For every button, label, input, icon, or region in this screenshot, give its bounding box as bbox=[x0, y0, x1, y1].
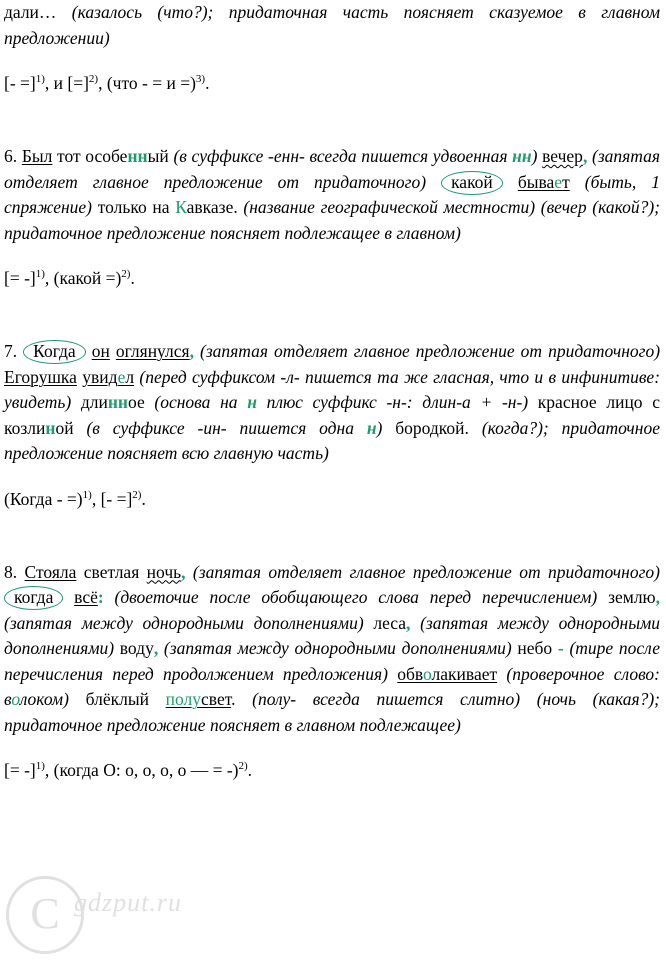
spacer bbox=[4, 293, 660, 339]
explanation-note: (основа на н плюс суффикс -н-: длин-а + -н-) bbox=[154, 392, 529, 412]
subject-underline: Егорушка bbox=[4, 366, 77, 387]
spacer bbox=[4, 248, 660, 266]
explanation-note: (запятая отделяет главное предложение от придаточного) bbox=[200, 341, 661, 361]
explanation-note: (в суффиксе -ин- пишется одна н) bbox=[86, 417, 383, 438]
paragraph-text: 6. Был тот особенный (в суффиксе -енн- всегда пишется удвоенная нн) вечер, (запятая отделяет главное предложение от придаточного) какой бывает (быть, 1 спряжение) только на Кавказе. (название географической местности) (вечер (какой?); придаточное предложение поясняет подлежащее в главном) bbox=[4, 146, 661, 243]
circled-word: какой bbox=[441, 171, 503, 195]
wavy-underline: вечер bbox=[542, 146, 583, 166]
explanation-note: (запятая между однородными дополнениями) bbox=[4, 612, 364, 633]
circled-word: Когда bbox=[23, 340, 86, 364]
paragraph-text: дали… (казалось (что?); придаточная часть поясняет сказуемое в главном предложении) bbox=[4, 2, 660, 48]
explanation-note: (полу- всегда пишется слитно) (ночь (какая?); придаточное предложение поясняет в главном подлежащее) bbox=[4, 689, 661, 735]
explanation-note: (двоеточие после обобщающего слова перед перечислением) bbox=[114, 587, 598, 607]
explanation-note: (запятая между однородными дополнениями) bbox=[163, 638, 512, 658]
paragraph-text: 8. Стояла светлая ночь, (запятая отделяет главное предложение от придаточного) когда всё: (двоеточие после обобщающего слова перед перечислением) землю, (запятая между однородными дополнениями) леса, (запятая между однородными дополнениями) воду, (запятая между однородными дополнениями) небо - (тире после перечисления перед продолжением предложения) обволакивает (проверочное слово: волоком) блёклый полусвет. (полу- всегда пишется слитно) (ночь (какая?); придаточное предложение поясняет в главном подлежащее) bbox=[4, 561, 661, 735]
subject-underline: он bbox=[91, 341, 110, 361]
spacer bbox=[4, 740, 660, 758]
highlight-letter: К bbox=[175, 197, 187, 217]
analysis-item-7 bbox=[4, 339, 660, 467]
watermark-text: gdzput.ru bbox=[74, 888, 182, 917]
explanation-note: (запятая отделяет главное предложение от придаточного) bbox=[192, 561, 660, 582]
explanation-note: (запятая отделяет главное предложение от придаточного) bbox=[4, 146, 661, 192]
subject-underline: всё bbox=[74, 587, 98, 607]
comma-highlight: , bbox=[655, 587, 660, 607]
spacer bbox=[4, 98, 660, 144]
analysis-paragraph-5-tail bbox=[4, 0, 660, 51]
comma-highlight: , bbox=[189, 341, 194, 361]
explanation-note: (быть, 1 спряжение) bbox=[4, 171, 660, 217]
highlight-spelling: нн bbox=[127, 146, 148, 166]
spacer bbox=[4, 53, 660, 71]
scheme-text: (Когда - =)$^{1)}$, [- =]$^{2)}$. bbox=[4, 488, 146, 509]
explanation-note: (казалось (что?); придаточная часть поясняет сказуемое в главном предложении) bbox=[4, 2, 660, 48]
comma-highlight: , bbox=[582, 146, 588, 166]
circled-word: когда bbox=[4, 586, 63, 610]
scheme-5 bbox=[4, 71, 660, 96]
explanation-note: (перед суффиксом -л- пишется та же гласная, что и в инфинитиве: увидеть) bbox=[4, 366, 661, 412]
explanation-note: (проверочное слово: волоком) bbox=[4, 663, 661, 709]
watermark-copyright-symbol: C bbox=[6, 876, 84, 954]
predicate-underline: обволакивает bbox=[397, 663, 498, 684]
analysis-item-6 bbox=[4, 144, 660, 246]
highlight-spelling: н bbox=[45, 417, 56, 438]
subject-underline: Был bbox=[21, 146, 53, 166]
scheme-7 bbox=[4, 487, 660, 512]
comma-highlight: , bbox=[406, 612, 411, 633]
scheme-text: [= -]$^{1)}$, (какой =)$^{2)}$. bbox=[4, 268, 135, 288]
paragraph-text: 7. Когда он оглянулся, (запятая отделяет главное предложение от придаточного) Егорушка увидел (перед суффиксом -л- пишется та же гласная, что и в инфинитиве: увидеть) длинное (основа на н плюс суффикс -н-: длин-а + -н-) красное лицо с козлиной (в суффиксе -ин- пишется одна н) бородкой. (когда?); придаточное предложение поясняет всю главную часть) bbox=[4, 341, 661, 463]
predicate-underline: бывает bbox=[517, 171, 570, 192]
highlight-spelling: нн bbox=[107, 392, 128, 412]
scheme-8 bbox=[4, 758, 660, 783]
predicate-underline: оглянулся bbox=[115, 341, 190, 361]
comma-highlight: , bbox=[181, 561, 186, 582]
spacer bbox=[4, 469, 660, 487]
explanation-note: (когда?); придаточное предложение поясняет всю главную часть) bbox=[4, 417, 660, 463]
word-underline: полусвет bbox=[165, 689, 232, 709]
predicate-underline: увидел bbox=[82, 366, 135, 387]
wavy-underline: ночь bbox=[146, 561, 182, 582]
comma-highlight: , bbox=[153, 638, 159, 658]
explanation-note: (название географической местности) (вечер (какой?); придаточное предложение поясняет подлежащее в главном) bbox=[4, 197, 660, 243]
scheme-text: [- =]$^{1)}$, и [=]$^{2)}$, (что - = и =)$^{3)}$. bbox=[4, 73, 210, 93]
scheme-6 bbox=[4, 266, 660, 291]
spacer bbox=[4, 514, 660, 560]
scheme-text: [= -]$^{1)}$, (когда О: о, о, о, о — = -)$^{2)}$. bbox=[4, 760, 253, 780]
explanation-note: (тире после перечисления перед продолжением предложения) bbox=[4, 638, 660, 684]
dash-highlight: - bbox=[557, 638, 564, 658]
explanation-note: (в суффиксе -енн- всегда пишется удвоенная нн) bbox=[173, 146, 538, 166]
watermark bbox=[0, 858, 290, 978]
explanation-note: (запятая между однородными дополнениями) bbox=[4, 612, 660, 658]
analysis-item-8 bbox=[4, 560, 660, 739]
predicate-underline: Стояла bbox=[24, 561, 77, 582]
colon-highlight: : bbox=[97, 587, 104, 607]
